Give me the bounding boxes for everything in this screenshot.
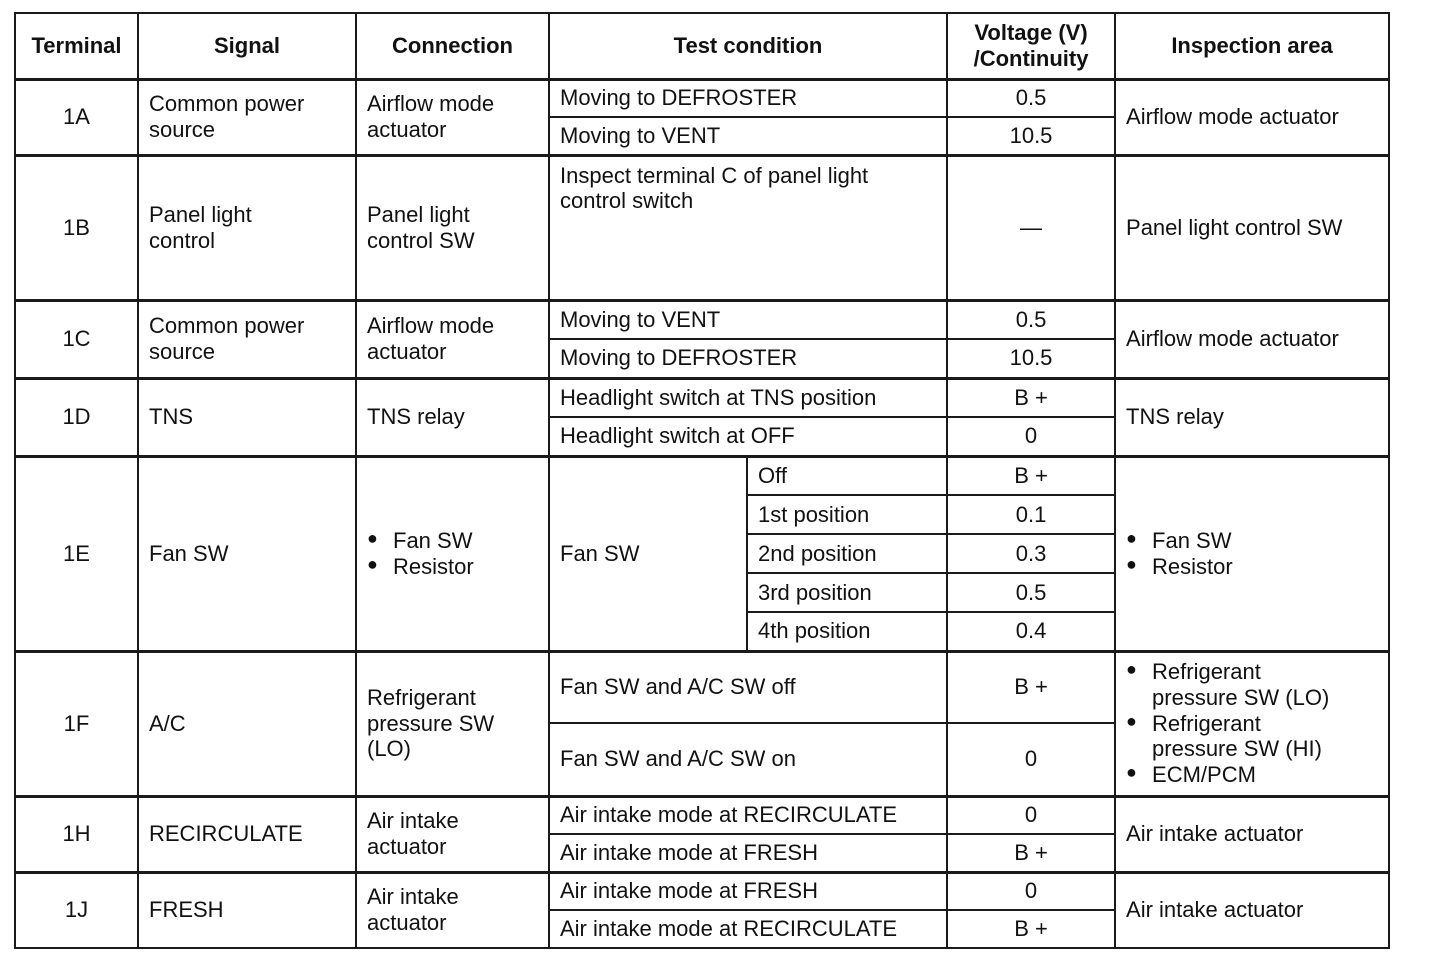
inspection-cell: TNS relay (1115, 378, 1389, 456)
connection-cell: Panel light control SW (356, 155, 549, 300)
condition-cell: Headlight switch at OFF (549, 417, 947, 456)
value-cell: 0.5 (947, 79, 1115, 117)
terminal-cell: 1F (15, 651, 138, 796)
position-cell: 3rd position (747, 573, 947, 612)
condition-cell: Fan SW and A/C SW off (549, 651, 947, 723)
terminal-inspection-table (14, 12, 1390, 949)
list-item: ● Resistor (393, 554, 538, 580)
value-cell: B + (947, 651, 1115, 723)
terminal-cell: 1D (15, 378, 138, 456)
connection-cell: Refrigerant pressure SW (LO) (356, 651, 549, 796)
connection-cell: Airflow mode actuator (356, 300, 549, 378)
table-row (15, 796, 1389, 834)
inspection-cell (1115, 456, 1389, 651)
list-item: ● Fan SW (393, 528, 538, 554)
header-voltage-line1: Voltage (V) (974, 19, 1088, 45)
connection-cell: Airflow mode actuator (356, 79, 549, 155)
header-signal: Signal (138, 13, 356, 79)
connection-cell (356, 456, 549, 651)
value-cell: 0 (947, 872, 1115, 910)
list-item: ● Refrigerant pressure SW (LO) (1152, 659, 1378, 711)
value-cell: 0 (947, 417, 1115, 456)
inspection-cell: Air intake actuator (1115, 796, 1389, 872)
condition-cell: Moving to VENT (549, 300, 947, 339)
header-row (15, 13, 1389, 79)
table-row (15, 872, 1389, 910)
connection-cell: TNS relay (356, 378, 549, 456)
value-cell: B + (947, 456, 1115, 495)
terminal-cell: 1E (15, 456, 138, 651)
terminal-cell: 1J (15, 872, 138, 948)
condition-cell: Air intake mode at FRESH (549, 834, 947, 872)
signal-cell: Common power source (138, 300, 356, 378)
value-cell: 0.1 (947, 495, 1115, 534)
header-voltage (947, 13, 1115, 79)
condition-cell: Fan SW (549, 456, 747, 651)
value-cell: 10.5 (947, 339, 1115, 378)
value-cell: — (947, 155, 1115, 300)
condition-cell: Air intake mode at RECIRCULATE (549, 910, 947, 948)
table-row (15, 155, 1389, 300)
list-item: ● ECM/PCM (1152, 762, 1378, 788)
position-cell: 1st position (747, 495, 947, 534)
list-item: ● Fan SW (1152, 528, 1378, 554)
position-cell: 4th position (747, 612, 947, 651)
table-row (15, 651, 1389, 723)
inspection-cell: Airflow mode actuator (1115, 300, 1389, 378)
terminal-cell: 1B (15, 155, 138, 300)
connection-cell: Air intake actuator (356, 872, 549, 948)
condition-cell: Moving to VENT (549, 117, 947, 155)
inspection-cell: Panel light control SW (1115, 155, 1389, 300)
value-cell: B + (947, 378, 1115, 417)
table-row (15, 79, 1389, 117)
list-item: ● Resistor (1152, 554, 1378, 580)
value-cell: 0.4 (947, 612, 1115, 651)
header-test-condition: Test condition (549, 13, 947, 79)
condition-cell: Moving to DEFROSTER (549, 339, 947, 378)
condition-cell: Air intake mode at FRESH (549, 872, 947, 910)
terminal-cell: 1A (15, 79, 138, 155)
signal-cell: Common power source (138, 79, 356, 155)
header-voltage-line2: /Continuity (973, 45, 1089, 71)
signal-cell: RECIRCULATE (138, 796, 356, 872)
signal-cell: Fan SW (138, 456, 356, 651)
value-cell: B + (947, 834, 1115, 872)
value-cell: 0.5 (947, 573, 1115, 612)
value-cell: 0.5 (947, 300, 1115, 339)
position-cell: Off (747, 456, 947, 495)
connection-cell: Air intake actuator (356, 796, 549, 872)
condition-cell: Fan SW and A/C SW on (549, 723, 947, 796)
signal-cell: Panel light control (138, 155, 356, 300)
header-connection: Connection (356, 13, 549, 79)
table-row (15, 456, 1389, 495)
terminal-cell: 1H (15, 796, 138, 872)
signal-cell: FRESH (138, 872, 356, 948)
table-row (15, 378, 1389, 417)
condition-cell: Air intake mode at RECIRCULATE (549, 796, 947, 834)
inspection-cell: Airflow mode actuator (1115, 79, 1389, 155)
value-cell: 0.3 (947, 534, 1115, 573)
value-cell: 10.5 (947, 117, 1115, 155)
signal-cell: A/C (138, 651, 356, 796)
value-cell: 0 (947, 796, 1115, 834)
position-cell: 2nd position (747, 534, 947, 573)
value-cell: B + (947, 910, 1115, 948)
value-cell: 0 (947, 723, 1115, 796)
condition-cell: Headlight switch at TNS position (549, 378, 947, 417)
signal-cell: TNS (138, 378, 356, 456)
inspection-cell: Air intake actuator (1115, 872, 1389, 948)
inspection-cell (1115, 651, 1389, 796)
condition-cell: Moving to DEFROSTER (549, 79, 947, 117)
table-row (15, 300, 1389, 339)
list-item: ● Refrigerant pressure SW (HI) (1152, 711, 1378, 763)
header-inspection-area: Inspection area (1115, 13, 1389, 79)
header-terminal: Terminal (15, 13, 138, 79)
terminal-cell: 1C (15, 300, 138, 378)
condition-cell: Inspect terminal C of panel light control switch (549, 155, 947, 300)
